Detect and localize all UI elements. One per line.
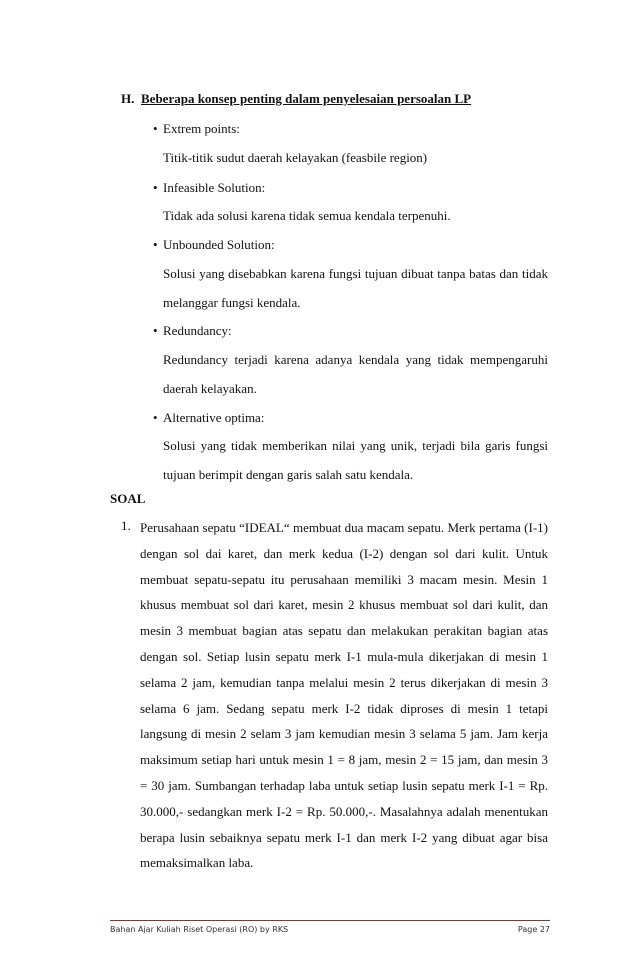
section-heading: [121, 91, 471, 107]
bullet-description: Solusi yang tidak memberikan nilai yang unik, terjadi bila garis fungsi tujuan berimpit dengan garis salah satu kendala.: [163, 438, 548, 482]
bullet-label: Unbounded Solution:: [163, 237, 275, 252]
bullet-label: Redundancy:: [163, 323, 232, 338]
bullet-icon: •: [153, 237, 158, 252]
page-number: Page 27: [517, 925, 550, 934]
section-title: Beberapa konsep penting dalam penyelesaian persoalan LP: [141, 91, 472, 106]
bullet-description: Redundancy terjadi karena adanya kendala yang tidak mempengaruhi daerah kelayakan.: [163, 352, 548, 396]
bullet-icon: •: [153, 121, 158, 136]
bullet-description: Titik-titik sudut daerah kelayakan (feasbile region): [163, 150, 428, 165]
bullet-description: Tidak ada solusi karena tidak semua kendala terpenuhi.: [163, 208, 451, 223]
question-text: Perusahaan sepatu “IDEAL“ membuat dua macam sepatu. Merk pertama (I-1) dengan sol dai karet, dan merk kedua (I-2) dengan sol dari kulit. Untuk membuat sepatu-sepatu itu perusahaan memiliki 3 macam mesin. Mesin 1 khusus membuat sol dari karet, mesin 2 khusus membuat sol dari kulit, dan mesin 3 membuat bagian atas sepatu dan melakukan perakitan bagian atas dengan sol. Setiap lusin sepatu merk I-1 mula-mula dikerjakan di mesin 1 selama 2 jam, kemudian tanpa melalui mesin 2 terus dikerjakan di mesin 3 selama 6 jam. Sedang sepatu merk I-2 tidak diproses di mesin 1 tetapi langsung di mesin 2 selam 3 jam kemudian mesin 3 selama 5 jam. Jam kerja maksimum setiap hari untuk mesin 1 = 8 jam, mesin 2 = 15 jam, dan mesin 3 = 30 jam. Sumbangan terhadap laba untuk setiap lusin sepatu merk I-1 = Rp. 30.000,- sedangkan merk I-2 = Rp. 50.000,-. Masalahnya adalah menentukan berapa lusin sebaiknya sepatu merk I-1 dan merk I-2 yang dibuat agar bisa memaksimalkan laba.: [140, 520, 548, 871]
bullet-icon: •: [153, 410, 158, 425]
bullet-icon: •: [153, 180, 158, 195]
bullet-label: Alternative optima:: [163, 410, 265, 425]
bullet-icon: •: [153, 323, 158, 338]
footer-title: Bahan Ajar Kuliah Riset Operasi (RO) by RKS: [110, 925, 289, 934]
footer-divider: [110, 920, 550, 921]
section-letter: H.: [121, 91, 135, 106]
bullet-label: Extrem points:: [163, 121, 240, 136]
question-number: 1.: [121, 518, 131, 533]
soal-heading: SOAL: [110, 491, 146, 506]
bullet-label: Infeasible Solution:: [163, 180, 266, 195]
bullet-description: Solusi yang disebabkan karena fungsi tujuan dibuat tanpa batas dan tidak melanggar fungsi kendala.: [163, 266, 548, 310]
